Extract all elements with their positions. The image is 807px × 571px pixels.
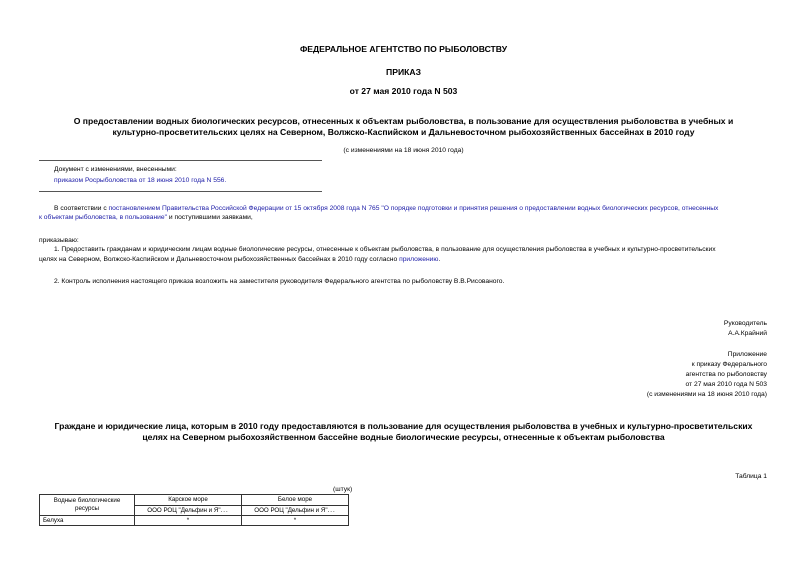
table-subheader-kara-org (135, 505, 242, 516)
table-header-row (40, 495, 349, 506)
resources-table (39, 494, 349, 526)
appendix-ref-l5: (с изменениями на 18 июня 2010 года) (646, 391, 767, 398)
white-org-ellipsis: ... (327, 506, 336, 514)
doc-date-number: от 27 мая 2010 года N 503 (349, 86, 458, 96)
table-header-kara-sea: Карское море (135, 495, 242, 506)
government-decree-link-cont[interactable]: к объектам рыболовства, в пользование" (39, 214, 168, 221)
white-org-name: ООО РОЦ "Дельфин и Я" (254, 506, 328, 514)
table-header-resources (40, 495, 135, 516)
table-header-resources-line1: Водные биологические (53, 496, 121, 504)
table-cell-beluga: Белуха (40, 516, 135, 526)
kara-org-name: ООО РОЦ "Дельфин и Я" (147, 506, 221, 514)
doc-title-line1: О предоставлении водных биологических ресурсов, отнесенных к объектам рыболовства, в пользование для осуществления рыболовства в учебных и (73, 116, 734, 126)
preamble-suffix: и поступившими заявками, (167, 214, 253, 221)
table-subheader-white-org (242, 505, 349, 516)
signature-role: Руководитель (723, 320, 767, 327)
table-label: Таблица 1 (735, 473, 767, 480)
appendix-ref-l2: к приказу Федерального (691, 361, 767, 368)
preamble-line2 (39, 213, 253, 222)
appendix-ref-l1: Приложение (727, 351, 767, 358)
table-row (40, 516, 349, 526)
amendment-link[interactable]: приказом Росрыболовства от 18 июня 2010 года N 556. (54, 177, 227, 184)
table-cell-beluga-white: * (242, 516, 349, 526)
table-unit: (штук) (333, 486, 353, 493)
amendment-label: Документ с изменениями, внесенными: (54, 166, 177, 173)
appendix-link[interactable]: приложению (399, 256, 439, 263)
item-1-line1: 1. Предоставить гражданам и юридическим лицам водные биологические ресурсы, отнесенные к объектам рыболовства, в пользование для осуществления рыболовства в учебных и культурно-просветительских (54, 246, 716, 253)
agency-name: ФЕДЕРАЛЬНОЕ АГЕНТСТВО ПО РЫБОЛОВСТВУ (299, 44, 508, 54)
kara-org-ellipsis: ... (220, 506, 229, 514)
doc-type: ПРИКАЗ (386, 67, 421, 77)
item-1-text: целях на Северном, Волжско-Каспийском и Дальневосточном рыбохозяйственных бассейнах в 2010 году согласно (39, 256, 400, 263)
preamble-line1 (54, 204, 718, 213)
section-title-line1: Граждане и юридические лица, которым в 2010 году предоставляются в пользование для осуществления рыболовства в учебных и культурно-просветительских (54, 421, 753, 431)
table-cell-beluga-kara: * (135, 516, 242, 526)
table-header-resources-line2: ресурсы (75, 505, 99, 512)
item-2: 2. Контроль исполнения настоящего приказа возложить на заместителя руководителя Федерального агентства по рыболовству В.В.Рисованого. (54, 278, 505, 285)
changes-note: (с изменениями на 18 июня 2010 года) (343, 147, 464, 154)
item-1-period: . (438, 256, 441, 263)
appendix-ref-l4: от 27 мая 2010 года N 503 (685, 381, 767, 388)
preamble-prefix: В соответствии с (54, 205, 109, 212)
table-header-white-sea: Белое море (242, 495, 349, 506)
item-1-line2 (39, 255, 440, 264)
section-title-line2: целях на Северном рыбохозяйственном бассейне водные биологические ресурсы, отнесенные к объектам рыболовства (142, 432, 665, 442)
signature-name: А.А.Крайний (728, 330, 767, 337)
appendix-ref-l3: агентства по рыболовству (685, 371, 767, 378)
doc-title-line2: культурно-просветительских целях на Северном, Волжско-Каспийском и Дальневосточном рыбохозяйственных бассейнах в 2010 году (112, 127, 695, 137)
order-word: приказываю: (39, 237, 79, 244)
amendment-bottom-rule (39, 191, 322, 192)
amendment-top-rule (39, 160, 322, 161)
government-decree-link[interactable]: постановлением Правительства Российской Федерации от 15 октября 2008 года N 765 "О порядке подготовки и принятия решения о предоставлении водных биологических ресурсов, отнесенных (108, 205, 719, 212)
